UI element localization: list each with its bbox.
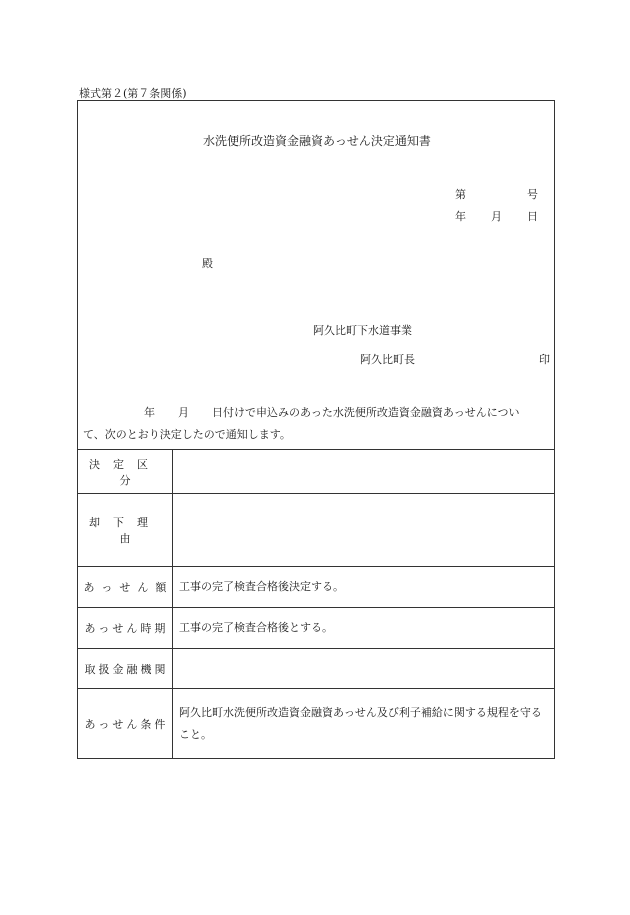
row-value-cell bbox=[173, 567, 555, 608]
table-row bbox=[78, 450, 555, 494]
document-title: 水洗便所改造資金融資あっせん決定通知書 bbox=[203, 134, 431, 148]
addressee-suffix: 殿 bbox=[202, 257, 213, 270]
date-month: 月 bbox=[491, 210, 502, 223]
row-label: 却下理由 bbox=[89, 516, 161, 545]
date-day: 日 bbox=[527, 210, 538, 223]
doc-number-suffix: 号 bbox=[527, 188, 538, 201]
row-value-cell bbox=[173, 649, 555, 689]
issuer-title: 阿久比町長 bbox=[360, 353, 415, 366]
decision-table bbox=[77, 449, 555, 759]
body-year: 年 bbox=[144, 406, 155, 419]
issuer-organization: 阿久比町下水道事業 bbox=[313, 324, 412, 337]
form-label: 様式第２(第７条関係) bbox=[79, 87, 187, 100]
body-month: 月 bbox=[178, 406, 189, 419]
row-value: 工事の完了検査合格後決定する。 bbox=[179, 580, 344, 593]
row-label: あっせん時期 bbox=[84, 622, 169, 635]
table-row bbox=[78, 649, 555, 689]
row-value: 阿久比町水洗便所改造資金融資あっせん及び利子補給に関する規程を守ること。 bbox=[179, 705, 542, 741]
row-label-cell bbox=[78, 608, 173, 649]
table-row bbox=[78, 608, 555, 649]
table-row bbox=[78, 494, 555, 567]
table-row bbox=[78, 689, 555, 759]
row-value-cell bbox=[173, 450, 555, 494]
row-label-cell bbox=[78, 450, 173, 494]
row-value-cell bbox=[173, 689, 555, 759]
seal-mark: 印 bbox=[539, 353, 550, 366]
row-label-cell bbox=[78, 649, 173, 689]
row-value: 工事の完了検査合格後とする。 bbox=[179, 621, 333, 634]
row-label: 決定区分 bbox=[89, 457, 161, 487]
row-label: あっせん条件 bbox=[84, 717, 169, 731]
row-label-cell bbox=[78, 689, 173, 759]
row-label: あっせん額 bbox=[83, 581, 174, 594]
row-label-cell bbox=[78, 567, 173, 608]
row-label-cell bbox=[78, 494, 173, 567]
row-label: 取扱金融機関 bbox=[84, 662, 169, 676]
body-text-line-2: て、次のとおり決定したので通知します。 bbox=[83, 428, 291, 441]
doc-number-prefix: 第 bbox=[455, 188, 466, 201]
body-text-line-1: 日付けで申込みのあった水洗便所改造資金融資あっせんについ bbox=[212, 406, 520, 419]
row-value-cell bbox=[173, 494, 555, 567]
table-row bbox=[78, 567, 555, 608]
row-value-cell bbox=[173, 608, 555, 649]
date-year: 年 bbox=[455, 210, 466, 223]
